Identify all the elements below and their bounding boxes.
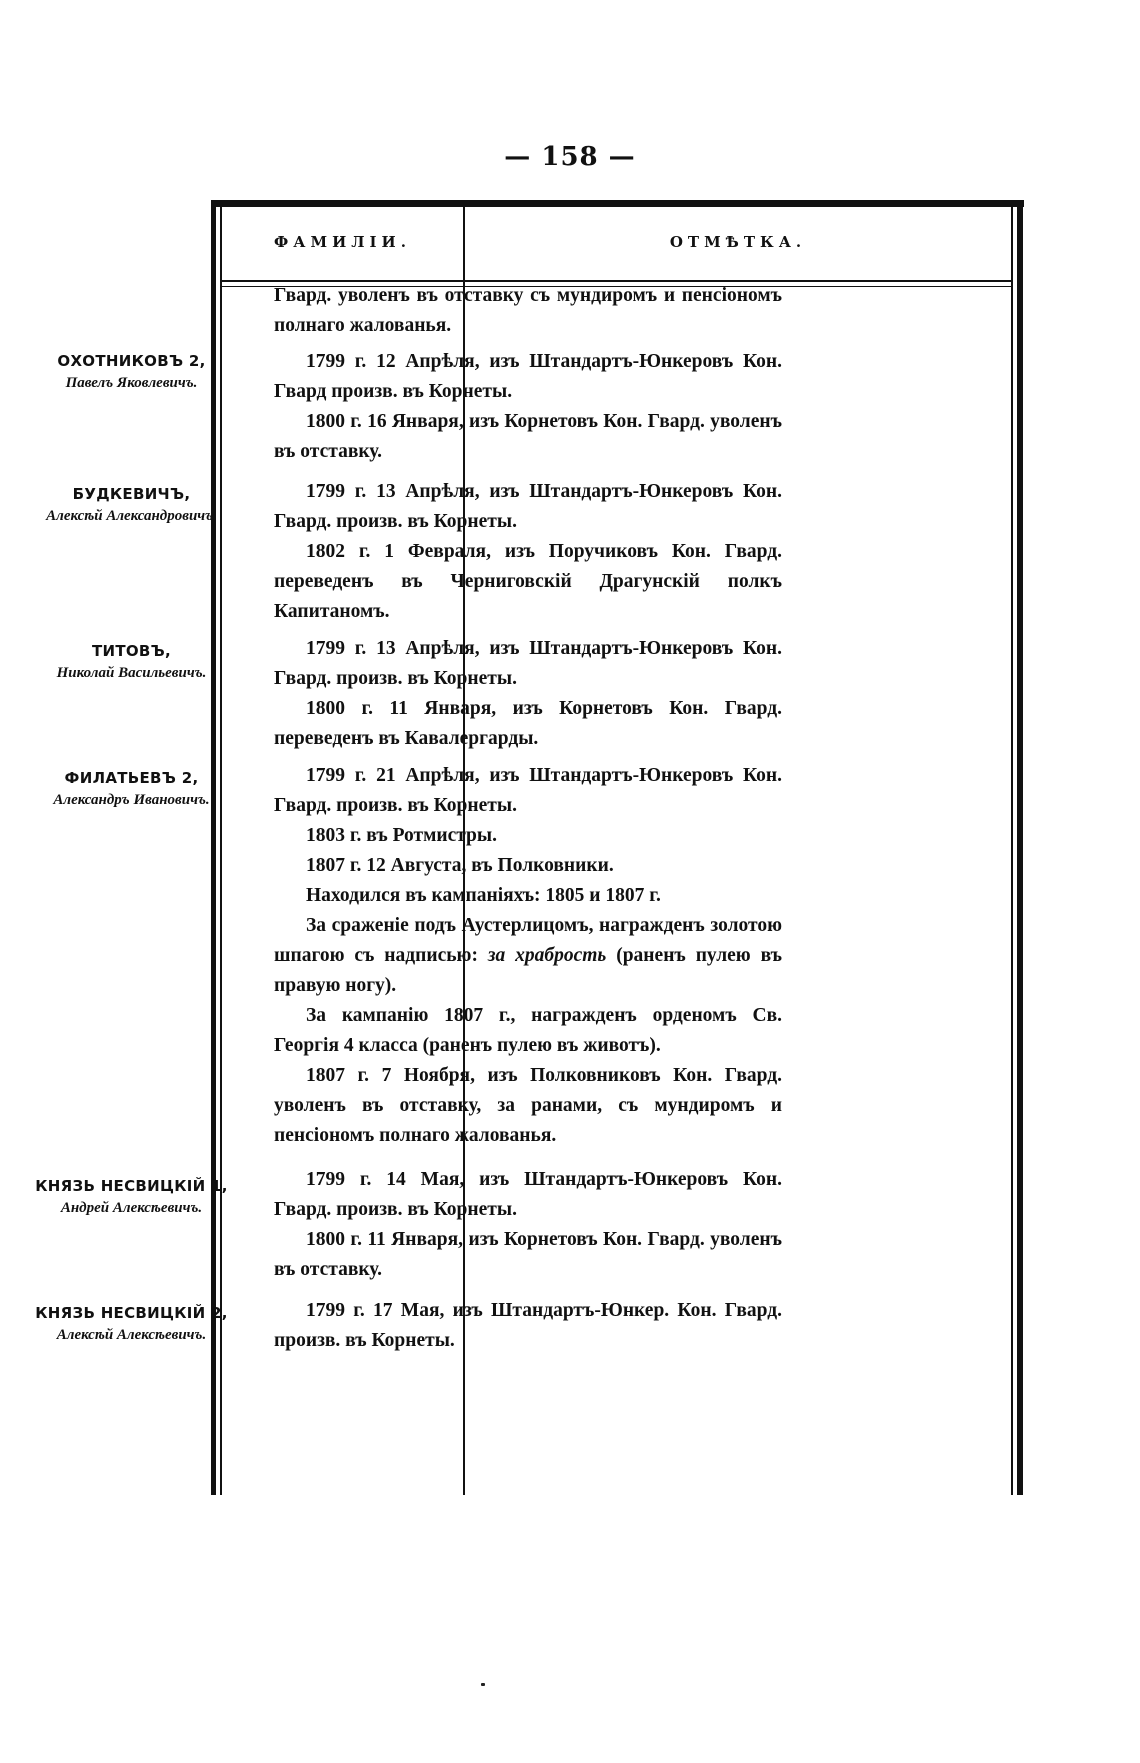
entry-note: За кампанію 1807 г., награжденъ орденомъ Св. Георгія 4 класса (раненъ пулею въ животъ).	[274, 1005, 782, 1056]
entry-note: 1802 г. 1 Февраля, изъ Поручиковъ Кон. Гвард. переведенъ въ Черниговскій Драгунскій полкъ Капитаномъ.	[274, 541, 782, 622]
entry-notes	[274, 347, 782, 467]
entry-given-name: Андрей Алексѣевичъ.	[60, 1200, 203, 1216]
entry-note: 1807 г. 7 Ноября, изъ Полковниковъ Кон. Гвард. уволенъ въ отставку, за ранами, съ мундиромъ и пенсіономъ полнаго жалованья.	[274, 1065, 782, 1146]
entry-note: 1799 г. 21 Апрѣля, изъ Штандартъ-Юнкеровъ Кон. Гвард. произв. въ Корнеты.	[274, 765, 782, 816]
entry-notes	[274, 1296, 782, 1356]
intro-text	[274, 281, 782, 341]
entry-surname: КНЯЗЬ НЕСВИЦКІЙ 1,	[35, 1177, 228, 1195]
column-header-notes: ОТМѢТКА.	[669, 233, 807, 251]
entry-note: 1799 г. 12 Апрѣля, изъ Штандартъ-Юнкеровъ Кон. Гвард произв. въ Корнеты.	[274, 351, 782, 402]
entry-note: 1799 г. 14 Мая, изъ Штандартъ-Юнкеровъ Кон. Гвард. произв. въ Корнеты.	[274, 1169, 782, 1220]
entry-note: 1799 г. 13 Апрѣля, изъ Штандартъ-Юнкеровъ Кон. Гвард. произв. въ Корнеты.	[274, 481, 782, 532]
table-top-rule	[211, 200, 1024, 207]
table-left-inner-rule	[220, 200, 222, 1495]
entry-name	[11, 1175, 252, 1219]
entry-name	[11, 1302, 252, 1346]
entry-note: 1799 г. 17 Мая, изъ Штандартъ-Юнкер. Кон. Гвард. произв. въ Корнеты.	[274, 1300, 782, 1351]
award-sword-text: За сраженіе подъ Аустерлицомъ, награжденъ золотою шпагою съ надписью:	[274, 915, 782, 966]
entry-note: 1799 г. 13 Апрѣля, изъ Штандартъ-Юнкеровъ Кон. Гвард. произв. въ Корнеты.	[274, 638, 782, 689]
entry-given-name: Алексѣй Алексѣевичъ.	[56, 1327, 207, 1343]
table-left-rule	[211, 200, 216, 1495]
entry-surname: БУДКЕВИЧЪ,	[72, 485, 191, 503]
entry-surname: ФИЛАТЬЕВЪ 2,	[64, 769, 199, 787]
entry-surname: ТИТОВЪ,	[91, 642, 172, 660]
entry-name	[11, 483, 252, 527]
entry-note: 1803 г. въ Ротмистры.	[306, 825, 498, 846]
entry-notes	[274, 761, 782, 1151]
entry-note	[274, 911, 782, 1001]
intro-paragraph: Гвард. уволенъ въ отставку съ мундиромъ и пенсіономъ полнаго жалованья.	[274, 285, 782, 336]
table-right-rule	[1017, 200, 1023, 1495]
entry-name	[11, 350, 252, 394]
entry-given-name: Николай Васильевичъ.	[56, 665, 207, 681]
entry-note: 1800 г. 11 Января, изъ Корнетовъ Кон. Гвард. уволенъ въ отставку.	[274, 1229, 782, 1280]
entry-name	[11, 640, 252, 684]
entry-notes	[274, 634, 782, 754]
entry-surname: ОХОТНИКОВЪ 2,	[57, 352, 206, 370]
table-right-inner-rule	[1011, 200, 1013, 1495]
entry-note: 1800 г. 16 Января, изъ Корнетовъ Кон. Гвард. уволенъ въ отставку.	[274, 411, 782, 462]
page-number: — 158 —	[504, 142, 636, 172]
entry-surname: КНЯЗЬ НЕСВИЦКІЙ 2,	[35, 1304, 228, 1322]
sword-inscription: за храбрость	[487, 945, 607, 966]
entry-given-name: Александръ Ивановичъ.	[53, 792, 210, 808]
column-header-surnames: ФАМИЛІИ.	[274, 233, 411, 251]
entry-note: Находился въ кампаніяхъ: 1805 и 1807 г.	[306, 885, 661, 906]
entry-name	[11, 767, 252, 811]
entry-given-name: Павелъ Яковлевичъ.	[65, 375, 198, 391]
entry-notes	[274, 1165, 782, 1285]
wound-note: (раненъ пулею въ правую ногу).	[274, 945, 782, 996]
entry-note: 1800 г. 11 Января, изъ Корнетовъ Кон. Гвард. переведенъ въ Кавалергарды.	[274, 698, 782, 749]
entry-notes	[274, 477, 782, 627]
print-speck	[481, 1683, 485, 1686]
entry-note: 1807 г. 12 Августа, въ Полковники.	[306, 855, 614, 876]
entry-given-name: Алексѣй Александровичъ.	[46, 508, 217, 524]
